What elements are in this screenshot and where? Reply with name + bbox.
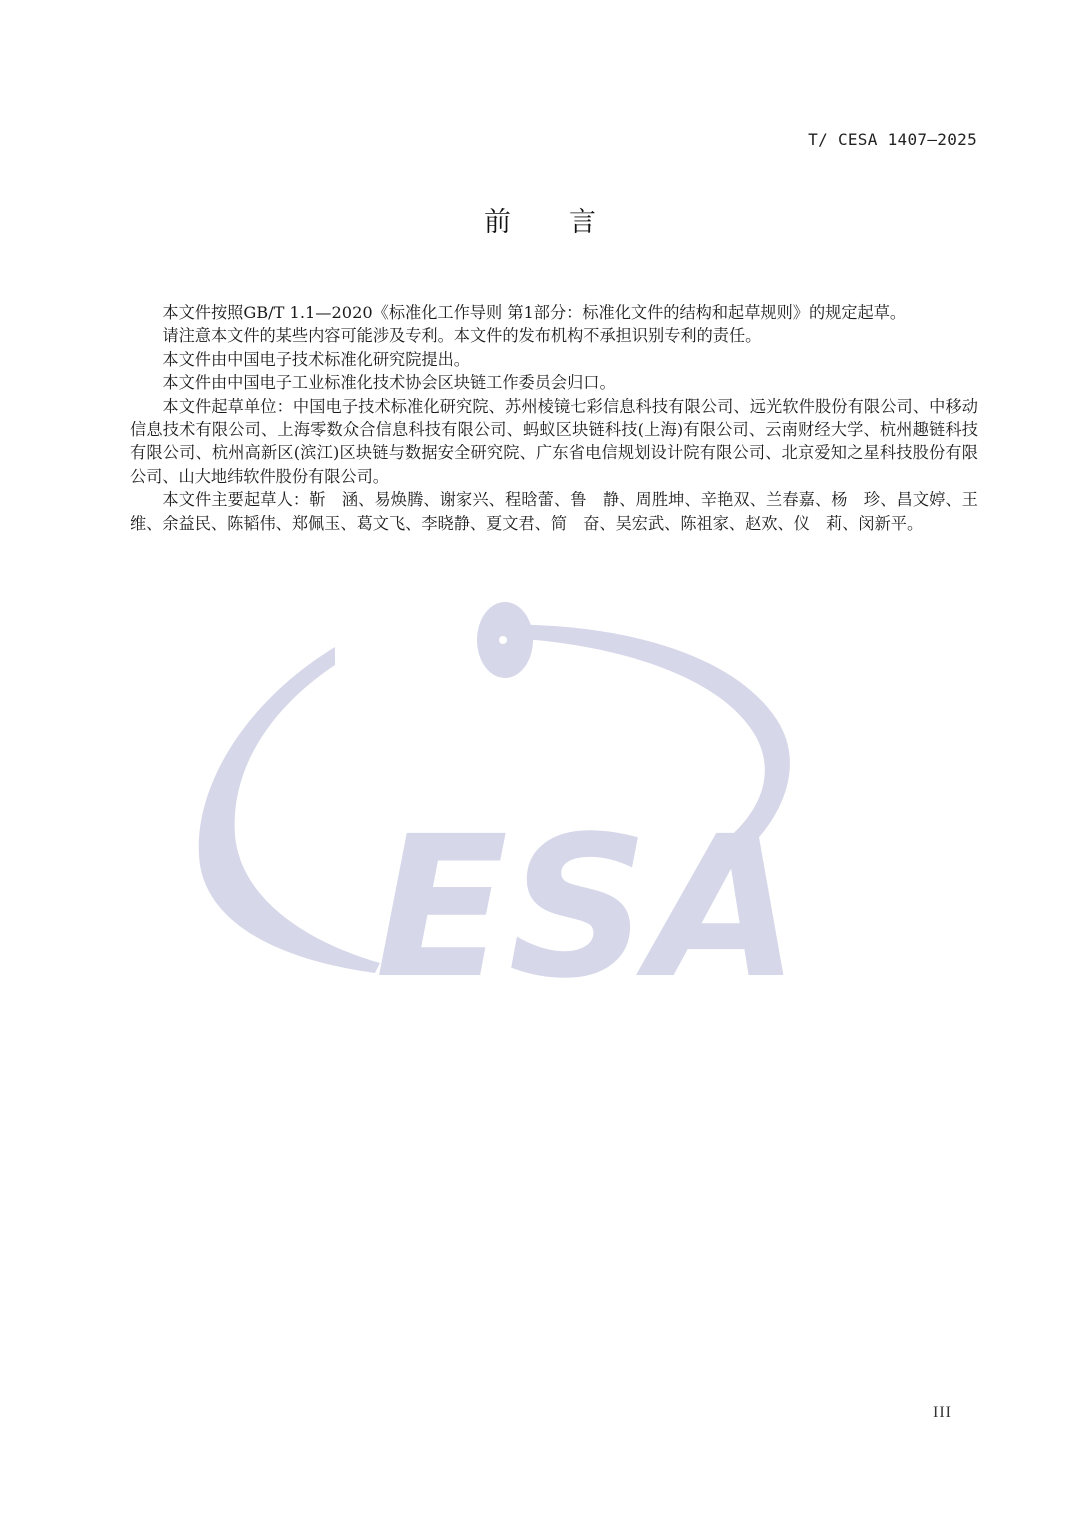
paragraph-patent-notice: 请注意本文件的某些内容可能涉及专利。本文件的发布机构不承担识别专利的责任。 <box>162 326 762 346</box>
paragraph-proposer: 本文件由中国电子技术标准化研究院提出。 <box>162 349 470 369</box>
title-char-1: 前 <box>484 207 511 238</box>
page-title <box>0 200 1080 239</box>
page-number: III <box>933 1404 952 1421</box>
watermark-text: ESA <box>375 794 800 995</box>
standard-code: T/ CESA 1407—2025 <box>808 130 977 149</box>
foreword-body <box>130 301 995 535</box>
title-char-2: 言 <box>569 207 596 238</box>
paragraph-administrator: 本文件由中国电子工业标准化技术协会区块链工作委员会归口。 <box>162 373 616 393</box>
paragraph-drafting-rules: 本文件按照GB/T 1.1—2020《标准化工作导则 第1部分：标准化文件的结构和起草规则》的规定起草。 <box>162 303 907 322</box>
paragraph-drafting-units: 本文件起草单位：中国电子技术标准化研究院、苏州棱镜七彩信息科技有限公司、远光软件股份有限公司、中移动信息技术有限公司、上海零数众合信息科技有限公司、蚂蚁区块链科技(上海)有限公司、云南财经大学、杭州趣链科技有限公司、杭州高新区(滨江)区块链与数据安全研究院、广东省电信规划设计院有限公司、北京爱知之星科技股份有限公司、山大地纬软件股份有限公司。 <box>130 396 978 486</box>
paragraph-drafters: 本文件主要起草人：靳 涵、易焕腾、谢家兴、程晗蕾、鲁 静、周胜坤、辛艳双、兰春嘉、杨 珍、昌文婷、王 维、余益民、陈韬伟、郑佩玉、葛文飞、李晓静、夏文君、简 奋、吴宏武、陈祖家、赵欢、仪 莉、闵新平。 <box>130 490 995 533</box>
cesa-logo-icon <box>180 595 890 995</box>
